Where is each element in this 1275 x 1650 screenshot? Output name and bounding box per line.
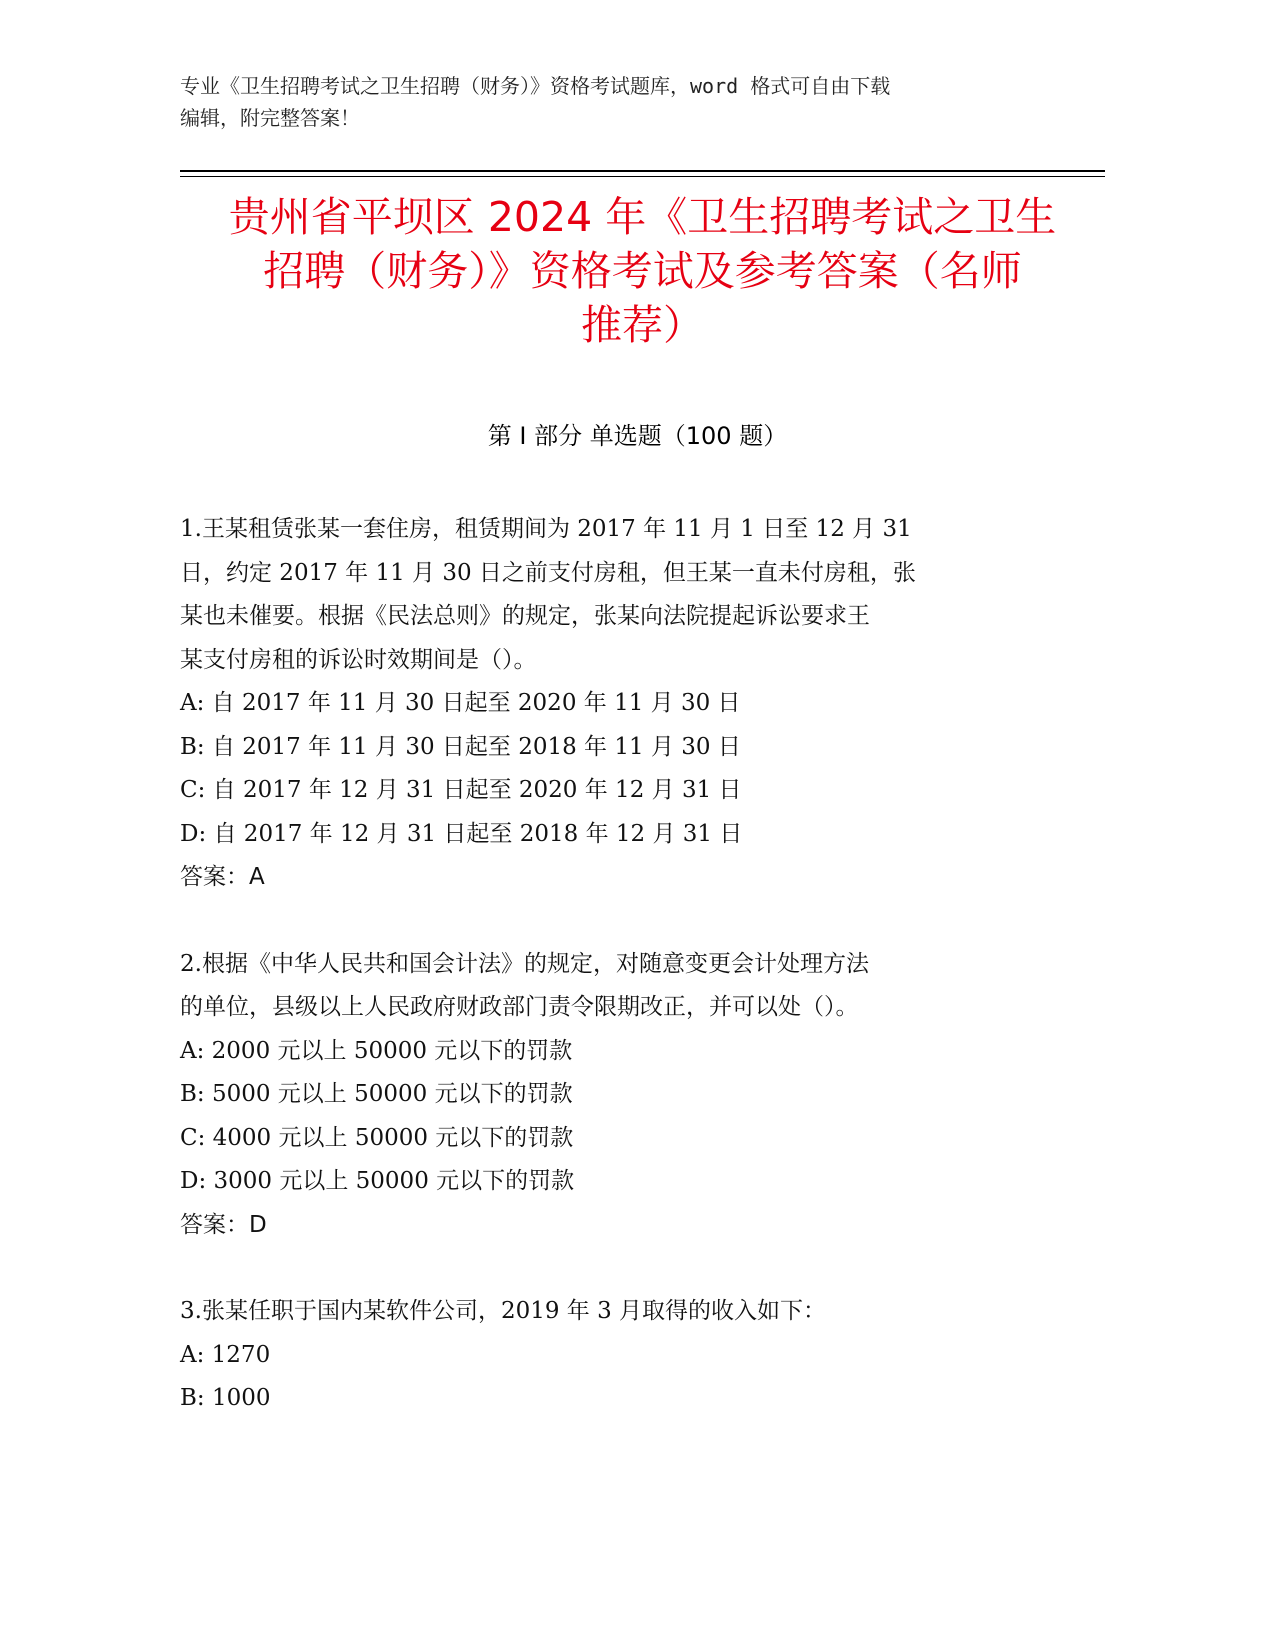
question-text-line: 某支付房租的诉讼时效期间是（）。: [180, 646, 537, 673]
question-item: [180, 508, 1060, 900]
answer-label: 答案：A: [180, 864, 265, 890]
page-title-line: 招聘（财务）》资格考试及参考答案（名师: [263, 247, 1022, 295]
question-item: [180, 943, 1060, 1248]
section-heading: 第 I 部分 单选题（100 题）: [487, 422, 788, 450]
header-note: [180, 70, 1050, 134]
question-text-line: 日，约定 2017 年 11 月 30 日之前支付房租，但王某一直未付房租，张: [180, 559, 916, 586]
question-item: [180, 1290, 1060, 1421]
header-divider-thin: [180, 176, 1105, 177]
option-a: A: 自 2017 年 11 月 30 日起至 2020 年 11 月 30 日: [180, 690, 741, 716]
option-b: B: 1000: [180, 1385, 271, 1411]
option-b: B: 5000 元以上 50000 元以下的罚款: [180, 1081, 573, 1107]
answer-label: 答案：D: [180, 1211, 267, 1238]
question-text-line: 1.王某租赁张某一套住房，租赁期间为 2017 年 11 月 1 日至 12 月 31: [180, 516, 912, 542]
header-note-line: 编辑，附完整答案！: [180, 106, 360, 130]
option-c: C: 自 2017 年 12 月 31 日起至 2020 年 12 月 31 日: [180, 777, 742, 803]
question-text-line: 3.张某任职于国内某软件公司，2019 年 3 月取得的收入如下：: [180, 1298, 827, 1324]
header-divider: [180, 170, 1105, 172]
option-b: B: 自 2017 年 11 月 30 日起至 2018 年 11 月 30 日: [180, 733, 741, 760]
page-title-line: 推荐）: [581, 301, 704, 349]
question-text-line: 某也未催要。根据《民法总则》的规定，张某向法院提起诉讼要求王: [180, 603, 870, 629]
option-d: D: 3000 元以上 50000 元以下的罚款: [180, 1168, 575, 1194]
option-d: D: 自 2017 年 12 月 31 日起至 2018 年 12 月 31 日: [180, 820, 743, 847]
question-text-line: 2.根据《中华人民共和国会计法》的规定，对随意变更会计处理方法: [180, 950, 869, 977]
page-title-line: 贵州省平坝区 2024 年《卫生招聘考试之卫生: [228, 193, 1057, 241]
header-note-line: 专业《卫生招聘考试之卫生招聘（财务）》资格考试题库，word 格式可自由下载: [180, 74, 891, 98]
option-c: C: 4000 元以上 50000 元以下的罚款: [180, 1124, 574, 1151]
page-title: [150, 190, 1135, 352]
question-list: [180, 508, 1060, 1464]
option-a: A: 2000 元以上 50000 元以下的罚款: [180, 1037, 573, 1064]
question-text-line: 的单位，县级以上人民政府财政部门责令限期改正，并可以处（）。: [180, 994, 859, 1020]
option-a: A: 1270: [180, 1341, 271, 1368]
